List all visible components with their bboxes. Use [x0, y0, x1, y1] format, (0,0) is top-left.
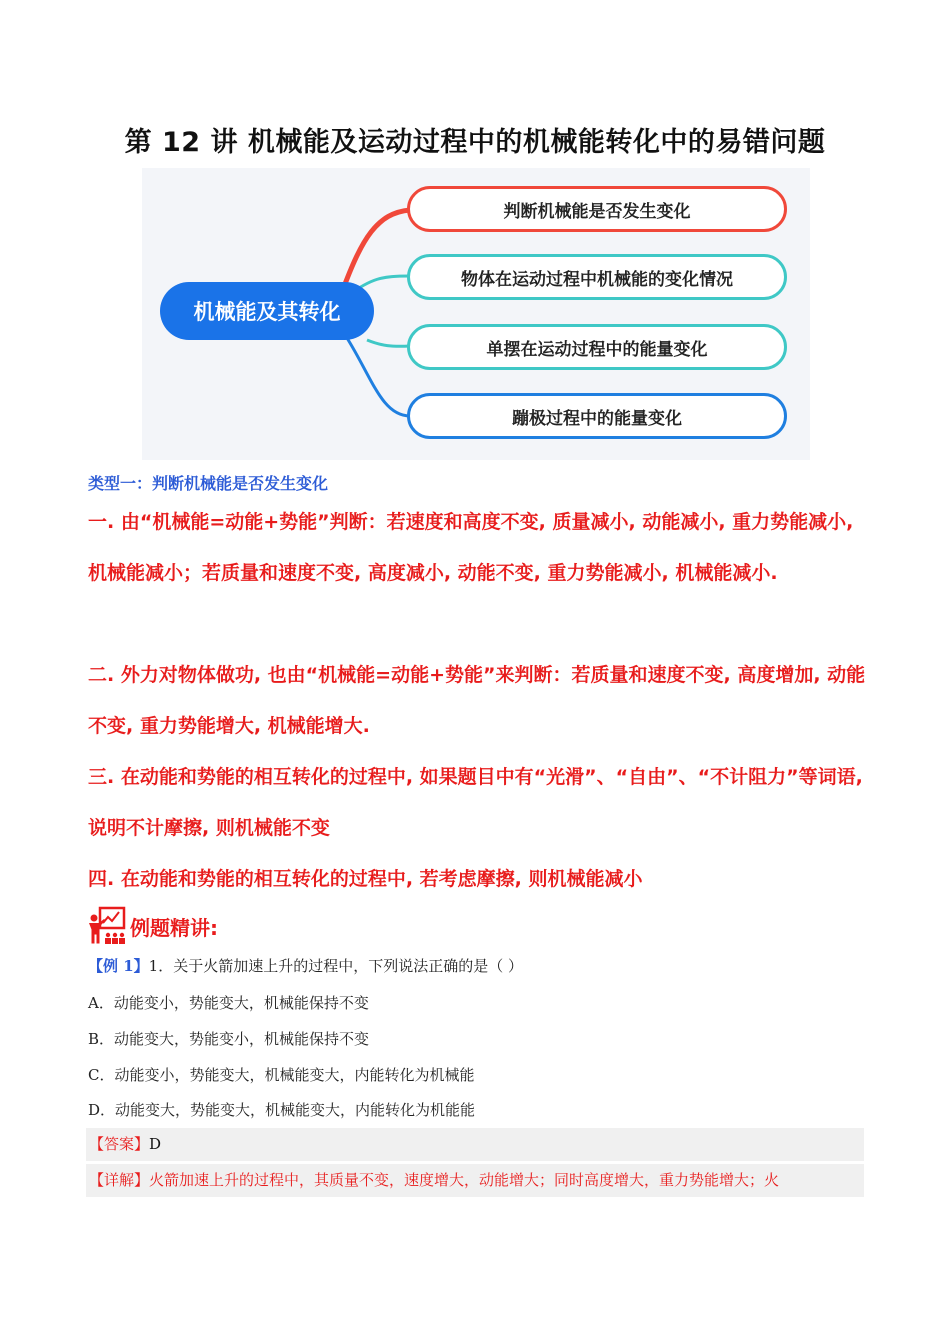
question-text: 1．关于火箭加速上升的过程中，下列说法正确的是（ ） [148, 957, 523, 975]
example-heading [86, 906, 218, 946]
mind-map-node-3: 单摆在运动过程中的能量变化 [407, 324, 787, 370]
mind-map-node-1: 判断机械能是否发生变化 [407, 186, 787, 232]
option-c: C．动能变小，势能变大，机械能变大，内能转化为机械能 [88, 1066, 475, 1084]
option-b: B．动能变大，势能变小，机械能保持不变 [88, 1030, 370, 1048]
page-title: 第 12 讲 机械能及运动过程中的机械能转化中的易错问题 [124, 127, 826, 158]
detail-row [86, 1164, 864, 1197]
answer-label: 【答案】 [89, 1135, 150, 1153]
connector-3 [367, 340, 410, 346]
option-d: D．动能变大，势能变大，机械能变大，内能转化为机能能 [88, 1101, 476, 1119]
teacher-board-icon [86, 906, 126, 946]
rule-2: 二. 外力对物体做功, 也由“机械能=动能+势能”来判断：若质量和速度不变, 高度增加, 动能不变, 重力势能增大, 机械能增大. [88, 664, 866, 737]
mind-map-node-2: 物体在运动过程中机械能的变化情况 [407, 254, 787, 300]
answer-value: D [149, 1135, 162, 1153]
mind-map-node-4: 蹦极过程中的能量变化 [407, 393, 787, 439]
detail-label: 【详解】 [89, 1171, 150, 1189]
rule-3: 三. 在动能和势能的相互转化的过程中, 如果题目中有“光滑”、“自由”、“不计阻力”等词语, 说明不计摩擦, 则机械能不变 [88, 766, 863, 839]
rule-1: 一. 由“机械能=动能+势能”判断：若速度和高度不变, 质量减小, 动能减小, 重力势能减小, 机械能减小；若质量和速度不变, 高度减小, 动能不变, 重力势能减小, 机械能减小. [88, 511, 854, 584]
mind-map-center: 机械能及其转化 [160, 282, 374, 340]
connector-4 [347, 338, 410, 416]
type-heading: 类型一：判断机械能是否发生变化 [88, 474, 329, 493]
rule-4: 四. 在动能和势能的相互转化的过程中, 若考虑摩擦, 则机械能减小 [88, 868, 643, 890]
answer-row [86, 1128, 864, 1161]
question-label: 【例 1】 [88, 957, 149, 975]
example-heading-text: 例题精讲: [130, 915, 218, 940]
detail-text: 火箭加速上升的过程中，其质量不变，速度增大，动能增大；同时高度增大，重力势能增大；火 [149, 1171, 780, 1189]
option-a: A．动能变小，势能变大，机械能保持不变 [88, 994, 369, 1012]
question-1 [88, 955, 523, 976]
mind-map [142, 168, 810, 460]
